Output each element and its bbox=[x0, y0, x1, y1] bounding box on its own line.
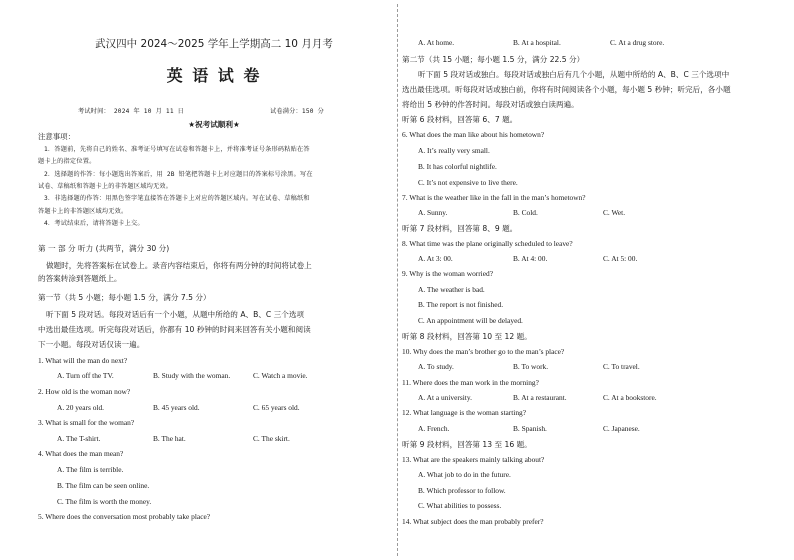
section2-intro: 听下面 5 段对话或独白。每段对话或独白后有几个小题，从题中所给的 A、B、C 三个选项中 bbox=[418, 70, 730, 79]
option-b: B. Which professor to follow. bbox=[418, 486, 506, 495]
notes-heading: 注意事项： bbox=[38, 132, 75, 141]
listen-instruction: 听第 9 段材料，回答第 13 至 16 题。 bbox=[402, 440, 532, 449]
option-b: B. To work. bbox=[513, 362, 549, 371]
option-c: C. The skirt. bbox=[253, 434, 290, 443]
question-stem: 9. Why is the woman worried? bbox=[402, 269, 493, 278]
question-stem: 7. What is the weather like in the fall in the man’s hometown? bbox=[402, 193, 586, 202]
note-line: 试卷、草稿纸和答题卡上的非答题区域均无效。 bbox=[38, 183, 173, 190]
option-c: C. The film is worth the money. bbox=[57, 497, 152, 506]
option-a: A. At a university. bbox=[418, 393, 472, 402]
option-a: A. 20 years old. bbox=[57, 403, 105, 412]
option-b: B. It has colorful nightlife. bbox=[418, 162, 497, 171]
section1-intro: 听下面 5 段对话。每段对话后有一个小题，从题中所给的 A、B、C 三个选项 bbox=[46, 310, 305, 319]
option-c: C. To travel. bbox=[603, 362, 640, 371]
option-c: C. 65 years old. bbox=[253, 403, 300, 412]
option-a: A. The weather is bad. bbox=[418, 285, 485, 294]
question-stem: 12. What language is the woman starting? bbox=[402, 408, 527, 417]
section2-intro: 将给出 5 秒钟的作答时间。每段对话或独白读两遍。 bbox=[402, 100, 579, 109]
option-b: B. The hat. bbox=[153, 434, 186, 443]
part1-intro: 做题时，先将答案标在试卷上。录音内容结束后，你将有两分钟的时间将试卷上 bbox=[46, 261, 312, 270]
section1-heading: 第一节（共 5 小题；每小题 1.5 分，满分 7.5 分） bbox=[38, 293, 211, 302]
note-line: 题卡上的指定位置。 bbox=[38, 158, 96, 165]
note-line: 1．答题前，先将自己的姓名、准考证号填写在试卷和答题卡上，并将准考证号条形码粘贴在答 bbox=[44, 146, 310, 153]
question-stem: 8. What time was the plane originally scheduled to leave? bbox=[402, 239, 573, 248]
question-stem: 6. What does the man like about his hometown? bbox=[402, 130, 545, 139]
option-b: B. At a restaurant. bbox=[513, 393, 567, 402]
option-b: B. The film can be seen online. bbox=[57, 481, 150, 490]
section1-intro: 中选出最佳选项。听完每段对话后，你都有 10 秒钟的时间来回答有关小题和阅读 bbox=[38, 325, 311, 334]
section1-intro: 下一小题。每段对话仅读一遍。 bbox=[38, 340, 145, 349]
note-line: 答题卡上的非答题区域均无效。 bbox=[38, 208, 128, 215]
listen-instruction: 听第 8 段材料，回答第 10 至 12 题。 bbox=[402, 332, 532, 341]
option-a: A. What job to do in the future. bbox=[418, 470, 511, 479]
option-c: C. Wet. bbox=[603, 208, 626, 217]
option-a: A. The T-shirt. bbox=[57, 434, 101, 443]
option-a: A. Turn off the TV. bbox=[57, 371, 114, 380]
listen-instruction: 听第 7 段材料，回答第 8、9 题。 bbox=[402, 224, 518, 233]
question-stem: 3. What is small for the woman? bbox=[38, 418, 135, 427]
option-c: C. Watch a movie. bbox=[253, 371, 308, 380]
question-stem: 4. What does the man mean? bbox=[38, 449, 124, 458]
question-stem: 5. Where does the conversation most probably take place? bbox=[38, 512, 211, 521]
option-b: B. 45 years old. bbox=[153, 403, 200, 412]
exam-title: 武汉四中 2024～2025 学年上学期高二 10 月月考 bbox=[95, 38, 333, 50]
option-a: A. At home. bbox=[418, 38, 455, 47]
option-b: B. Study with the woman. bbox=[153, 371, 231, 380]
question-stem: 2. How old is the woman now? bbox=[38, 387, 131, 396]
column-divider bbox=[397, 4, 398, 556]
question-stem: 1. What will the man do next? bbox=[38, 356, 128, 365]
listen-instruction: 听第 6 段材料，回答第 6、7 题。 bbox=[402, 115, 518, 124]
option-c: C. What abilities to possess. bbox=[418, 501, 502, 510]
full-score: 试卷满分：150 分 bbox=[270, 108, 325, 115]
option-b: B. At a hospital. bbox=[513, 38, 561, 47]
section2-heading: 第二节（共 15 小题；每小题 1.5 分，满分 22.5 分） bbox=[402, 55, 585, 64]
option-c: C. At 5: 00. bbox=[603, 254, 638, 263]
question-stem: 11. Where does the man work in the morning? bbox=[402, 378, 539, 387]
part1-heading: 第 一 部 分 听力 (共两节，满分 30 分) bbox=[38, 244, 170, 253]
option-a: A. Sunny. bbox=[418, 208, 448, 217]
option-b: B. Cold. bbox=[513, 208, 538, 217]
option-a: A. It’s really very small. bbox=[418, 146, 490, 155]
section2-intro: 选出最佳选项。听每段对话或独白前，你将有时间阅读各个小题，每小题 5 秒钟；听完后，各小题 bbox=[402, 85, 731, 94]
note-line: 3．非选择题的作答：用黑色签字笔直接答在答题卡上对应的答题区域内。写在试卷、草稿纸和 bbox=[44, 195, 310, 202]
exam-wish: ★祝考试顺利★ bbox=[188, 120, 240, 129]
subject-title: 英 语 试 卷 bbox=[166, 66, 262, 85]
option-c: C. At a bookstore. bbox=[603, 393, 657, 402]
option-b: B. The report is not finished. bbox=[418, 300, 504, 309]
option-b: B. Spanish. bbox=[513, 424, 547, 433]
question-stem: 14. What subject does the man probably prefer? bbox=[402, 517, 544, 526]
question-stem: 10. Why does the man’s brother go to the man’s place? bbox=[402, 347, 565, 356]
option-a: A. To study. bbox=[418, 362, 454, 371]
option-c: C. Japanese. bbox=[603, 424, 640, 433]
option-c: C. An appointment will be delayed. bbox=[418, 316, 523, 325]
question-stem: 13. What are the speakers mainly talking about? bbox=[402, 455, 545, 464]
option-a: A. At 3: 00. bbox=[418, 254, 453, 263]
note-line: 2．选择题的作答：每小题选出答案后，用 2B 铅笔把答题卡上对应题目的答案标号涂黑。写在 bbox=[44, 171, 313, 178]
option-b: B. At 4: 00. bbox=[513, 254, 548, 263]
option-a: A. French. bbox=[418, 424, 450, 433]
option-a: A. The film is terrible. bbox=[57, 465, 124, 474]
option-c: C. It’s not expensive to live there. bbox=[418, 178, 518, 187]
part1-intro: 的答案转涂到答题纸上。 bbox=[38, 274, 122, 283]
exam-date: 考试时间： 2024 年 10 月 11 日 bbox=[78, 108, 185, 115]
option-c: C. At a drug store. bbox=[610, 38, 665, 47]
note-line: 4．考试结束后，请将答题卡上交。 bbox=[44, 220, 144, 227]
